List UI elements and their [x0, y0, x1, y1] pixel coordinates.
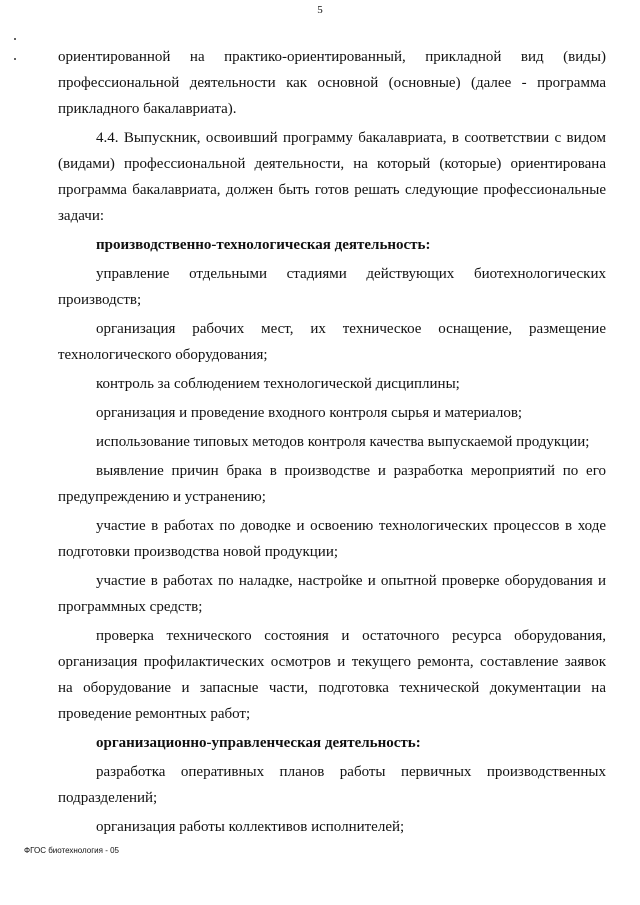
document-body — [58, 44, 606, 843]
list-item: разработка оперативных планов работы первичных производственных подразделений; — [58, 764, 606, 806]
section-heading: организационно-управленческая деятельность: — [96, 735, 421, 751]
list-item: участие в работах по наладке, настройке и опытной проверке оборудования и программных средств; — [58, 573, 606, 615]
list-item: использование типовых методов контроля качества выпускаемой продукции; — [96, 434, 590, 450]
list-item: проверка технического состояния и остаточного ресурса оборудования, организация профилактических осмотров и текущего ремонта, составление заявок на оборудование и запасные части, подготовка технической документации на проведение ремонтных работ; — [58, 628, 606, 722]
list-item: участие в работах по доводке и освоению технологических процессов в ходе подготовки производства новой продукции; — [58, 518, 606, 560]
list-item: управление отдельными стадиями действующих биотехнологических производств; — [58, 266, 606, 308]
paragraph: ориентированной на практико-ориентированный, прикладной вид (виды) профессиональной деятельности как основной (основные) (далее - программа прикладного бакалавриата). — [58, 49, 606, 117]
list-item: контроль за соблюдением технологической дисциплины; — [96, 376, 460, 392]
page-number: 5 — [317, 4, 323, 16]
footer-note: ФГОС биотехнология - 05 — [24, 846, 119, 855]
list-item: организация рабочих мест, их техническое оснащение, размещение технологического оборудования; — [58, 321, 606, 363]
list-item: организация работы коллективов исполнителей; — [96, 819, 405, 835]
section-heading: производственно-технологическая деятельность: — [96, 237, 431, 253]
scan-mark — [14, 38, 16, 40]
list-item: организация и проведение входного контроля сырья и материалов; — [96, 405, 523, 421]
scan-mark — [14, 58, 16, 60]
list-item: выявление причин брака в производстве и разработка мероприятий по его предупреждению и устранению; — [58, 463, 606, 505]
paragraph: 4.4. Выпускник, освоивший программу бакалавриата, в соответствии с видом (видами) профессиональной деятельности, на который (которые) ориентирована программа бакалавриата, должен быть готов решать следующие профессиональные задачи: — [58, 130, 606, 224]
